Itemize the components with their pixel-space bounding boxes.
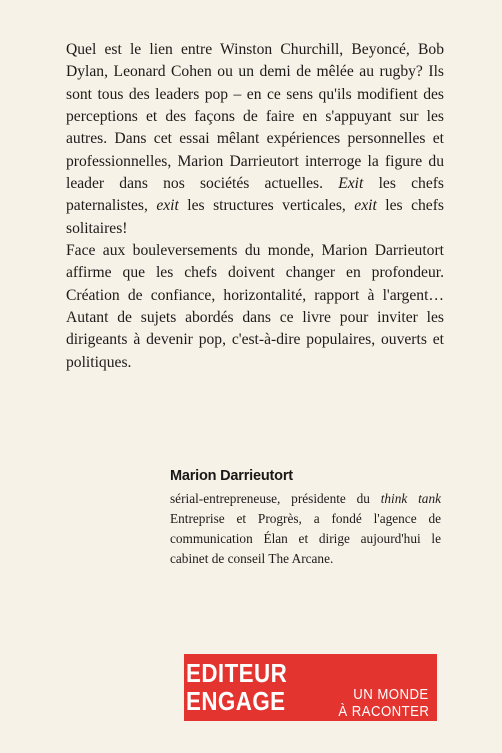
- blurb-paragraph-1: [66, 39, 444, 240]
- author-bio: [170, 489, 441, 569]
- blurb-text: Quel est le lien entre Winston Churchill, Beyoncé, Bob Dylan, Leonard Cohen ou un demi de mêlée au rugby? Ils sont tous des leaders pop – en ce sens qu'ils modifient des perceptions et des façons de faire en s'appuyant sur les autres. Dans cet essai mêlant expériences personnelles et professionnelles, Marion Darrieutort interroge la figure du leader dans nos sociétés actuelles.: [66, 41, 444, 193]
- logo-tagline-2: À RACONTER: [338, 703, 429, 720]
- author-bio-emphasis: think tank: [380, 491, 441, 506]
- author-bio-text: Entreprise et Progrès, a fondé l'agence de communication Élan et dirige aujourd'hui le cabinet de conseil The Arcane.: [170, 511, 441, 566]
- logo-line-1: EDITEUR: [186, 658, 288, 688]
- blurb-exit: exit: [354, 197, 377, 215]
- author-name: Marion Darrieutort: [170, 468, 293, 484]
- blurb-exit: exit: [156, 197, 179, 215]
- blurb-exit: Exit: [338, 175, 364, 193]
- author-bio-text: sérial-entrepreneuse, présidente du: [170, 491, 370, 506]
- logo-tagline-1: UN MONDE: [353, 686, 429, 703]
- blurb-text: les chefs paternalistes,: [66, 175, 444, 215]
- author-section: [170, 468, 441, 569]
- blurb-paragraph-2: Face aux bouleversements du monde, Marion Darrieutort affirme que les chefs doivent changer en profondeur. Création de confiance, horizontalité, rapport à l'argent… Autant de sujets abordés dans ce livre pour inviter les dirigeants à devenir pop, c'est-à-dire populaires, ouverts et politiques.: [66, 242, 444, 371]
- publisher-logo: [184, 654, 437, 721]
- blurb-text: les structures verticales,: [187, 197, 346, 215]
- blurb-text: les chefs solitaires!: [66, 197, 444, 237]
- logo-line-2: ENGAGE: [186, 686, 286, 716]
- back-cover-blurb: [66, 39, 444, 374]
